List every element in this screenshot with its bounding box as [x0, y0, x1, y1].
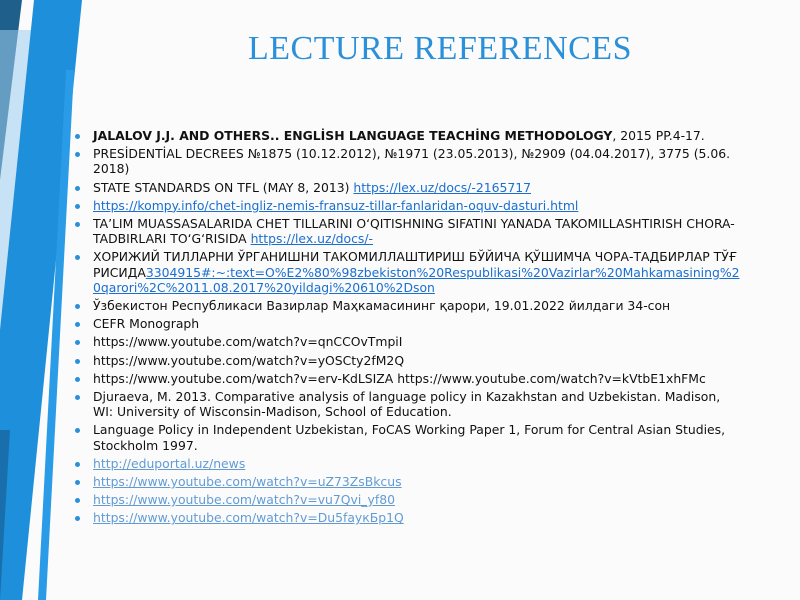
- reference-text: Djuraeva, M. 2013. Comparative analysis of language policy in Kazakhstan and Uzbekistan. Madison, WI: University of Wisconsin-Madison, School of Education.: [93, 389, 721, 420]
- reference-text: JALALOV J.J. AND OTHERS.. ENGLİSH LANGUAGE TEACHİNG METHODOLOGY: [93, 128, 613, 143]
- list-item: [75, 353, 740, 368]
- reference-link[interactable]: https://lex.uz/docs/-: [250, 231, 374, 247]
- reference-link[interactable]: http://eduportal.uz/news: [93, 455, 246, 471]
- reference-text: Language Policy in Independent Uzbekistan, FoCAS Working Paper 1, Forum for Central Asian Studies, Stockholm 1997.: [93, 422, 726, 453]
- slide-title: LECTURE REFERENCES: [248, 30, 632, 67]
- list-item: [75, 316, 740, 331]
- reference-text: https://www.youtube.com/watch?v=qnCCOvTmpiI: [93, 334, 403, 350]
- list-item: [75, 492, 740, 507]
- reference-text: Ўзбекистон Республикаси Вазирлар Маҳкамасининг қарори, 19.01.2022 йилдаги 34-сон: [93, 298, 671, 314]
- list-item: [75, 198, 740, 213]
- list-item: [75, 371, 740, 386]
- reference-text: PRESİDENTİAL DECREES №1875 (10.12.2012), №1971 (23.05.2013), №2909 (04.04.2017), 3775 (5.06. 2018): [93, 146, 731, 177]
- list-item: [75, 128, 740, 143]
- list-item: [75, 180, 740, 195]
- reference-link[interactable]: https://kompy.info/chet-ingliz-nemis-fransuz-tillar-fanlaridan-oquv-dasturi.html: [93, 197, 579, 213]
- reference-text: ХОРИЖИЙ ТИЛЛАРНИ ЎРГАНИШНИ ТАКОМИЛЛАШТИРИШ БЎЙИЧА ҚЎШИМЧА ЧОРА-ТАДБИРЛАР ТЎҒРИСИДА: [93, 249, 738, 280]
- reference-link[interactable]: 3304915#:~:text=O%E2%80%98zbekiston%20Respublikasi%20Vazirlar%20Mahkamasining%20qarori%2C%2011.08.2017%20yildagi%20610%2Dson: [93, 264, 740, 295]
- reference-text: https://www.youtube.com/watch?v=erv-KdLSIZA https://www.youtube.com/watch?v=kVtbE1xhFMc: [93, 370, 706, 386]
- reference-link[interactable]: https://www.youtube.com/watch?v=Du5fаукБр1Q: [93, 510, 404, 526]
- reference-text: TA’LIM MUASSASALARIDA CHET TILLARINI O‘QITISHNING SIFATINI YANADA TAKOMILLASHTIRISH CHORA-TADBIRLARI TO‘G‘RISIDA: [93, 216, 735, 247]
- list-item: [75, 510, 740, 525]
- reference-link[interactable]: https://www.youtube.com/watch?v=vu7Qvi_yf80: [93, 492, 395, 508]
- reference-text: https://www.youtube.com/watch?v=yOSCty2fM2Q: [93, 352, 405, 368]
- list-item: [75, 249, 740, 295]
- reference-text: STATE STANDARDS ON TFL (MAY 8, 2013): [93, 179, 354, 195]
- reference-link[interactable]: https://www.youtube.com/watch?v=uZ73ZsBkcus: [93, 474, 402, 490]
- reference-text: CEFR Monograph: [93, 316, 200, 332]
- list-item: [75, 474, 740, 489]
- list-item: [75, 422, 740, 452]
- list-item: [75, 298, 740, 313]
- list-item: [75, 146, 740, 176]
- reference-text: , 2015 PP.4-17.: [612, 128, 705, 143]
- list-item: [75, 456, 740, 471]
- list-item: [75, 216, 740, 246]
- list-item: [75, 389, 740, 419]
- list-item: [75, 334, 740, 349]
- reference-link[interactable]: https://lex.uz/docs/-2165717: [353, 179, 532, 195]
- reference-list: [75, 128, 740, 529]
